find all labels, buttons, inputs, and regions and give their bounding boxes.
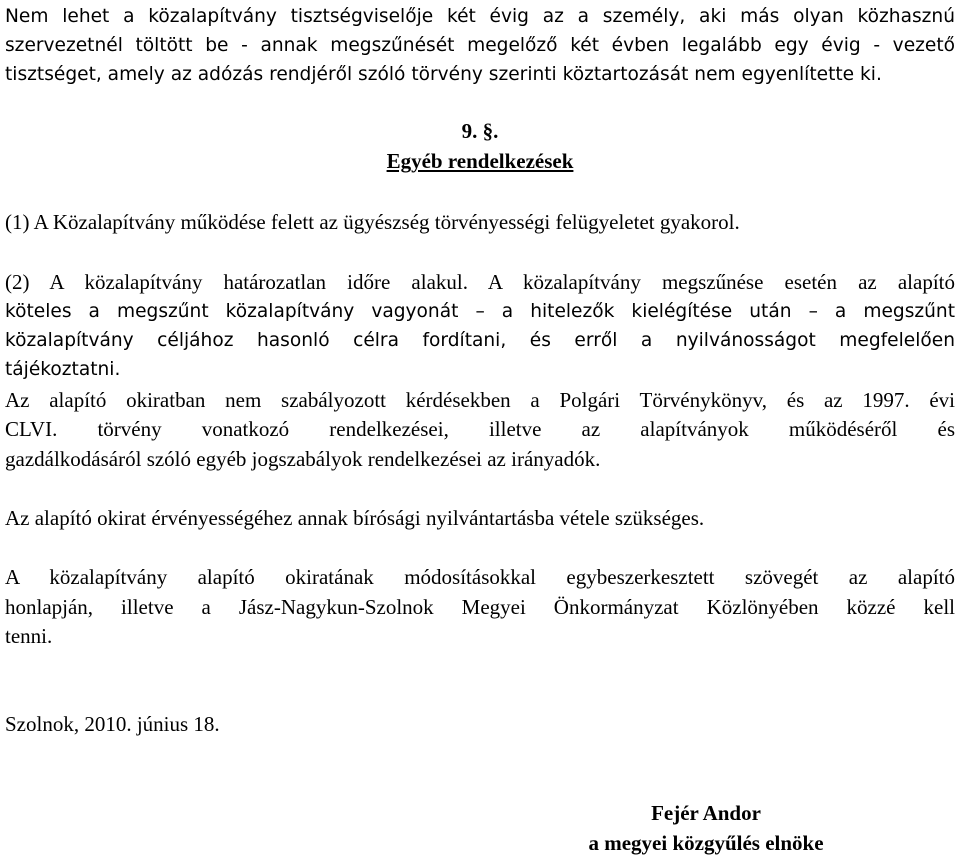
signature-name: Fejér Andor — [651, 801, 761, 825]
paragraph-2-line-2: köteles a megszűnt közalapítvány vagyonát – a hitelezők kielégítése után – a megszűnt — [5, 301, 955, 322]
paragraph-5-line-1: A közalapítvány alapító okiratának módosításokkal egybeszerkesztett szövegét az alapító — [5, 565, 955, 589]
section-title: Egyéb rendelkezések — [386, 149, 574, 173]
paragraph-3-line-3: gazdálkodásáról szóló egyéb jogszabályok rendelkezései az irányadók. — [5, 447, 601, 471]
signature-title: a megyei közgyűlés elnöke — [588, 831, 824, 855]
paragraph-4: Az alapító okirat érvényességéhez annak bírósági nyilvántartásba vétele szükséges. — [5, 506, 705, 530]
section-number: 9. §. — [461, 119, 499, 143]
paragraph-2-line-3: közalapítvány céljához hasonló célra fordítani, és erről a nyilvánosságot megfelelően — [5, 330, 955, 351]
paragraph-2-line-1 — [5, 269, 955, 295]
paragraph-5-line-3: tenni. — [5, 624, 53, 648]
paragraph-1: (1) A Közalapítvány működése felett az ügyészség törvényességi felügyeletet gyakorol. — [5, 210, 740, 234]
paragraph-3-line-2: CLVI. törvény vonatkozó rendelkezései, illetve az alapítványok működéséről és — [5, 417, 955, 441]
intro-line-2: szervezetnél töltött be - annak megszűnését megelőző két évben legalább egy évig - vezető — [5, 35, 955, 56]
intro-line-1: Nem lehet a közalapítvány tisztségviselője két évig az a személy, aki más olyan közhasznú — [5, 6, 955, 27]
paragraph-2-line-4: tájékoztatni. — [5, 359, 121, 380]
section-title-wrap — [0, 148, 960, 174]
intro-line-3: tisztséget, amely az adózás rendjéről szóló törvény szerinti köztartozását nem egyenlítette ki. — [5, 64, 882, 85]
paragraph-3-line-1: Az alapító okiratban nem szabályozott kérdésekben a Polgári Törvénykönyv, és az 1997. évi — [5, 388, 955, 412]
paragraph-5-line-2: honlapján, illetve a Jász-Nagykun-Szolnok Megyei Önkormányzat Közlönyében közzé kell — [5, 595, 955, 619]
place-date: Szolnok, 2010. június 18. — [5, 712, 220, 736]
paragraph-2-line-1-text: (2) A közalapítvány határozatlan időre alakul. A közalapítvány megszűnése esetén az alapító — [5, 270, 955, 294]
